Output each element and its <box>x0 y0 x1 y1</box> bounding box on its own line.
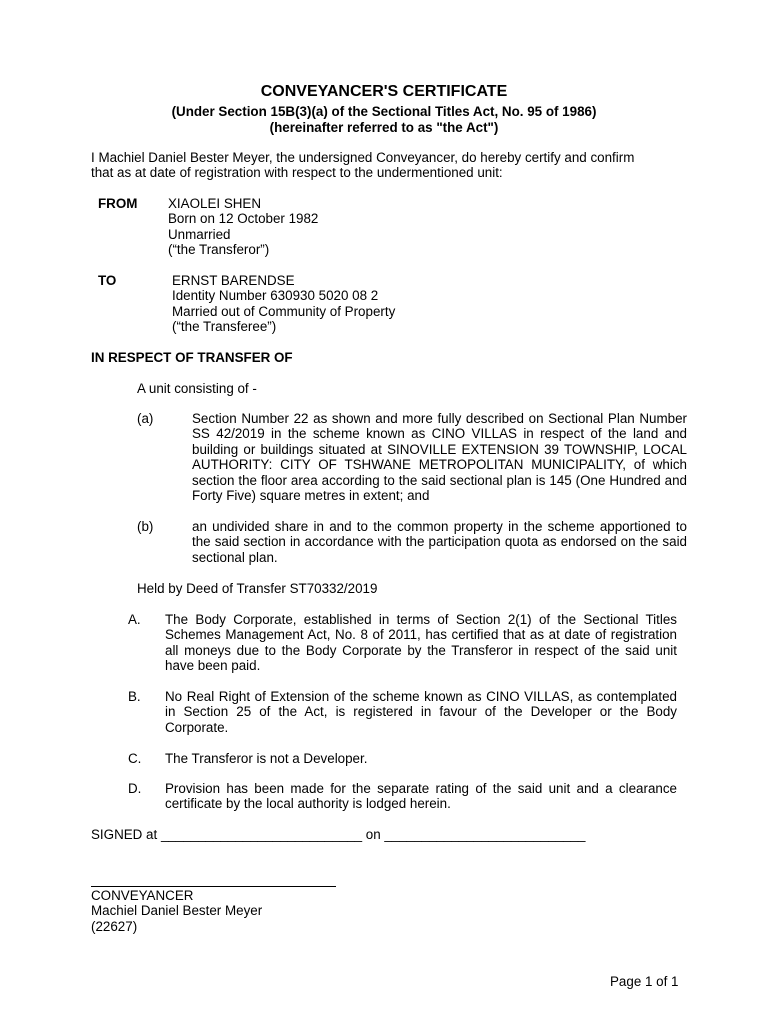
from-line: (“the Transferor”) <box>168 242 270 258</box>
signatory-role: CONVEYANCER <box>91 888 194 903</box>
to-line: Identity Number 630930 5020 08 2 <box>172 288 379 304</box>
signature-line <box>91 886 336 887</box>
to-line: (“the Transferee”) <box>172 319 277 335</box>
transfer-heading: IN RESPECT OF TRANSFER OF <box>91 350 293 365</box>
clause-b-text: No Real Right of Extension of the scheme known as CINO VILLAS, as contemplated in Section 25 of the Act, is registered in favour of the Developer or the Body Corporate. <box>165 689 677 735</box>
signed-line <box>91 827 586 842</box>
from-line: Born on 12 October 1982 <box>168 211 319 227</box>
signed-on-label: on <box>365 827 381 842</box>
intro-line: I Machiel Daniel Bester Meyer, the undersigned Conveyancer, do hereby certify and confirm <box>91 150 635 165</box>
signed-place-blank: ___________________________ <box>160 827 363 842</box>
intro-line: that as at date of registration with respect to the undermentioned unit: <box>91 165 503 181</box>
document-subtitle-1: (Under Section 15B(3)(a) of the Sectional Titles Act, No. 95 of 1986) <box>171 104 597 119</box>
document-subtitle-2: (hereinafter referred to as "the Act") <box>269 120 499 135</box>
item-b-text: an undivided share in and to the common property in the scheme apportioned to the said section in accordance with the participation quota as endorsed on the said sectional plan. <box>192 519 687 565</box>
from-line: Unmarried <box>168 226 231 242</box>
signatory-name: Machiel Daniel Bester Meyer <box>91 903 263 919</box>
clause-b-label: B. <box>128 689 141 704</box>
intro-paragraph <box>91 150 691 181</box>
to-label: TO <box>98 273 117 288</box>
unit-intro: A unit consisting of - <box>137 381 257 396</box>
clause-c-label: C. <box>128 751 142 766</box>
from-block <box>168 196 568 258</box>
signatory-block <box>91 888 262 934</box>
deed-reference: Held by Deed of Transfer ST70332/2019 <box>137 581 378 596</box>
to-line: Married out of Community of Property <box>172 303 396 319</box>
item-a-text: Section Number 22 as shown and more fully described on Sectional Plan Number SS 42/2019 in the scheme known as CINO VILLAS in respect of the land and building or buildings situated at SINOVILLE EXTENSION 39 TOWNSHIP, LOCAL AUTHORITY: CITY OF TSHWANE METROPOLITAN MUNICIPALITY, of which section the floor area according to the said sectional plan is 145 (One Hundred and Forty Five) square metres in extent; and <box>192 411 687 504</box>
signatory-number: (22627) <box>91 918 138 934</box>
clause-a-label: A. <box>128 612 141 627</box>
from-label: FROM <box>98 196 138 211</box>
document-title: CONVEYANCER'S CERTIFICATE <box>260 83 508 100</box>
signed-at-label: SIGNED at <box>91 827 158 842</box>
clause-d-text: Provision has been made for the separate rating of the said unit and a clearance certificate by the local authority is lodged herein. <box>165 781 677 812</box>
from-line: XIAOLEI SHEN <box>168 196 262 211</box>
clause-a-text: The Body Corporate, established in terms of Section 2(1) of the Sectional Titles Schemes Management Act, No. 8 of 2011, has certified that as at date of registration all moneys due to the Body Corporate by the Transferor in respect of the said unit have been paid. <box>165 612 677 674</box>
item-a-label: (a) <box>137 411 154 426</box>
page-number: Page 1 of 1 <box>610 974 679 989</box>
signed-date-blank: ___________________________ <box>384 827 586 842</box>
item-b-label: (b) <box>137 519 154 534</box>
to-block <box>172 273 572 335</box>
clause-c-text: The Transferor is not a Developer. <box>165 751 368 766</box>
to-line: ERNST BARENDSE <box>172 273 295 288</box>
clause-d-label: D. <box>128 781 142 796</box>
